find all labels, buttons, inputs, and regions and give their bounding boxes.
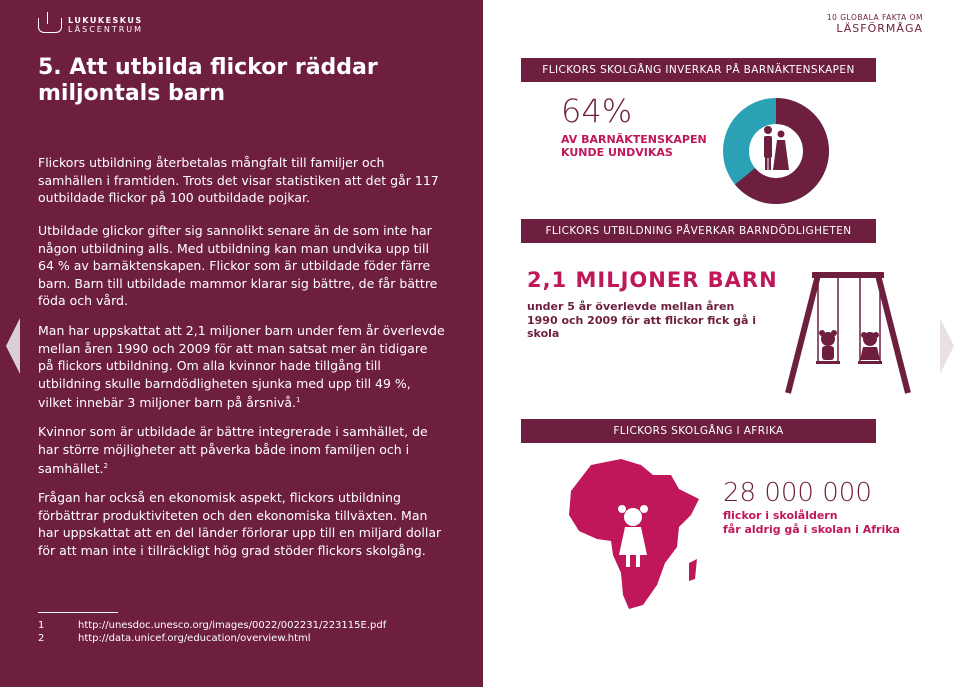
paragraph-3 xyxy=(38,322,446,412)
africa-value: 28 000 000 xyxy=(723,478,872,508)
child-marriage-value: 64% xyxy=(561,92,633,130)
child-mortality-banner: FLICKORS UTBILDNING PÅVERKAR BARNDÖDLIGHETEN xyxy=(521,219,876,243)
africa-caption xyxy=(723,509,943,537)
child-mortality-caption: under 5 år överlevde mellan åren 1990 och 2009 för att flickor fick gå i skola xyxy=(527,300,756,340)
swing-set-icon xyxy=(778,265,918,395)
footnote-number: 1 xyxy=(38,620,45,631)
footnote-number: 2 xyxy=(38,633,45,644)
footnote-link[interactable]: http://unesdoc.unesco.org/images/0022/002231/223115E.pdf xyxy=(78,620,387,631)
previous-page-arrow-icon[interactable] xyxy=(6,318,20,374)
africa-banner: FLICKORS SKOLGÅNG I AFRIKA xyxy=(521,419,876,443)
footnotes xyxy=(38,612,458,645)
child-marriage-donut xyxy=(721,96,831,206)
child-marriage-banner: FLICKORS SKOLGÅNG INVERKAR PÅ BARNÄKTENSKAPEN xyxy=(521,58,876,82)
footnote-ref-1[interactable]: 1 xyxy=(296,396,301,405)
series-header xyxy=(827,13,923,35)
logo-line2: LÄSCENTRUM xyxy=(68,25,144,34)
footnote-link[interactable]: http://data.unicef.org/education/overview.html xyxy=(78,633,311,644)
lukukeskus-logo[interactable] xyxy=(38,16,143,34)
logo-line1: LUKUKESKUS xyxy=(68,16,143,25)
infographic-panel xyxy=(483,0,960,687)
next-page-arrow-icon[interactable] xyxy=(940,318,954,374)
page-title: 5. Att utbilda flickor räddar miljontals barn xyxy=(38,55,378,106)
footnote-2 xyxy=(38,632,458,645)
paragraph-1: Flickors utbildning återbetalas mångfalt till familjer och samhällen i framtiden. Trots det visar statistiken att det går 117 outbildade flickor på 100 outbildade pojkar. xyxy=(38,155,439,206)
series-topic: LÄSFÖRMÅGA xyxy=(836,22,923,35)
africa-caption-line1: flickor i skolåldern xyxy=(723,509,838,522)
couple-icon xyxy=(764,126,789,170)
paragraph-5: Frågan har också en ekonomisk aspekt, flickors utbildning förbättrar produktiviteten och den ekonomiska tillväxten. Man har uppskattat att en del länder förlorar upp till en miljard dollar för att man inte i tillräckligt hög grad stöder flickors skolgång. xyxy=(38,490,442,558)
footnote-divider xyxy=(38,612,118,613)
africa-caption-line2: får aldrig gå i skolan i Afrika xyxy=(723,523,900,536)
child-mortality-value: 2,1 MILJONER BARN xyxy=(527,268,778,292)
paragraph-4-text: Kvinnor som är utbildade är bättre integrerade i samhället, de har större möjligheter att påverka både inom familjen och i samhället. xyxy=(38,424,428,477)
paragraph-3-text: Man har uppskattat att 2,1 miljoner barn under fem år överlevde mellan åren 1990 och 2009 för att man satsat mer än tidigare på flickors utbildning. Om alla kvinnor hade tillgång till utbildning skulle barndödligheten sjunka med upp till 49 %, vilket innebär 3 miljoner barn på årsnivå. xyxy=(38,323,445,411)
series-label: 10 GLOBALA FAKTA OM xyxy=(826,13,923,22)
paragraph-4 xyxy=(38,423,446,478)
africa-map-icon xyxy=(561,455,711,620)
footnote-1 xyxy=(38,619,458,632)
book-icon xyxy=(38,18,62,33)
footnote-ref-2[interactable]: 2 xyxy=(103,462,108,471)
child-marriage-caption: AV BARNÄKTENSKAPEN KUNDE UNDVIKAS xyxy=(561,133,707,159)
paragraph-2: Utbildade glickor gifter sig sannolikt senare än de som inte har någon utbildning alls. Med utbildning kan man undvika upp till 64 % av barnäktenskapen. Flickor som är utbildade föder färre barn. Barn till utbildade mammor klarar sig bättre, de får bättre föda och vård. xyxy=(38,223,438,309)
